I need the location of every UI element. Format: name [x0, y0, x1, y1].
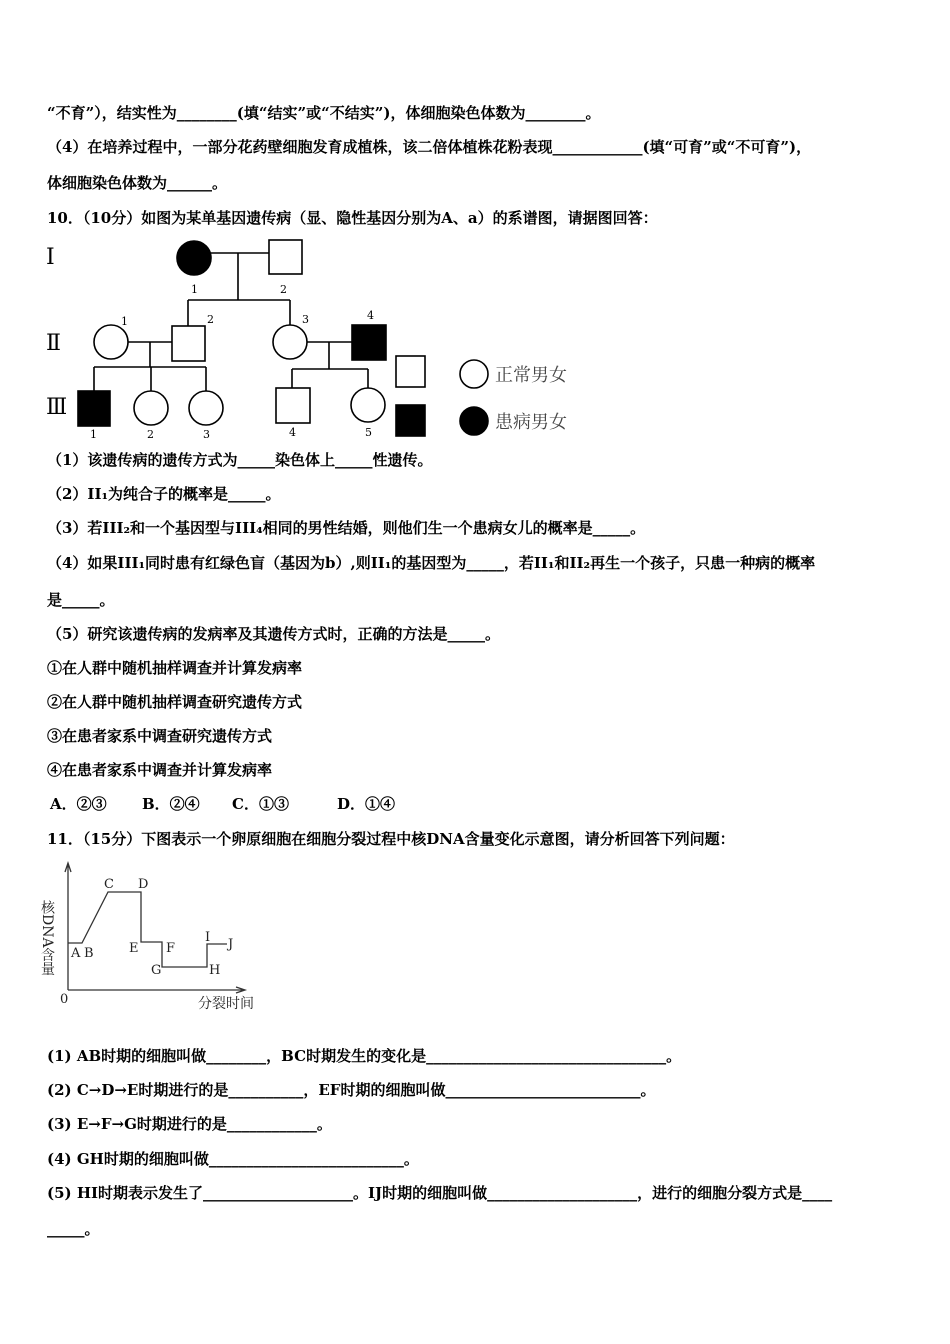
generation-labels — [46, 245, 67, 420]
q10-item-1: ①在人群中随机抽样调查并计算发病率 — [47, 659, 303, 677]
q9-line1: “不育”），结实性为________(填“结实”或“不结实”)，体细胞染色体数为________。 — [47, 104, 601, 122]
q10-item-3: ③在患者家系中调查研究遗传方式 — [47, 727, 273, 745]
label: 3 — [203, 428, 210, 440]
label: 4 — [289, 426, 296, 439]
III4-normal-male — [276, 388, 310, 423]
q10-item-4: ④在患者家系中调查并计算发病率 — [47, 761, 273, 779]
III2-normal-female — [134, 391, 168, 425]
legend-normal-female — [460, 360, 488, 388]
III3-normal-female — [189, 391, 223, 425]
legend — [396, 356, 567, 436]
label: 1 — [90, 428, 97, 440]
q9-sub4: （4）在培养过程中，一部分花药壁细胞发育成植株，该二倍体植株花粉表现____________(填“可育”或“不可育”)， — [47, 138, 812, 156]
gen-1-label: Ⅰ — [46, 245, 55, 270]
q10-option-c: C．①③ — [232, 795, 289, 813]
point-A: A — [71, 946, 81, 961]
label: 3 — [302, 313, 309, 326]
q10-sub4a: （4）如果III₁同时患有红绿色盲（基因为b）,则II₁的基因型为_____，若II₁和II₂再生一个孩子，只患一种病的概率 — [47, 554, 816, 572]
q10-option-b: B．②④ — [142, 795, 200, 813]
q10-option-a: A．②③ — [50, 795, 107, 813]
q10-option-d: D．①④ — [337, 795, 396, 813]
II1-normal-female — [94, 325, 128, 359]
II2-normal-male — [172, 326, 205, 361]
label: 1 — [191, 283, 198, 296]
q11-sub5b: _____。 — [47, 1220, 100, 1238]
legend-affected-female — [460, 407, 488, 435]
II4-affected-male — [352, 325, 386, 360]
legend-normal-male — [396, 356, 425, 387]
y-axis-label: 核DNA含量 — [39, 900, 55, 976]
label: 1 — [121, 315, 128, 328]
x-axis — [68, 987, 245, 993]
legend-affected-label: 患病男女 — [495, 412, 567, 433]
I2-normal-male — [269, 240, 302, 274]
label: 4 — [367, 309, 374, 322]
q9-line3: 体细胞染色体数为______。 — [47, 174, 228, 192]
legend-affected-male — [396, 405, 425, 436]
III1-affected-male — [78, 391, 110, 426]
q11-header: 11．（15分）下图表示一个卵原细胞在细胞分裂过程中核DNA含量变化示意图，请分析回答下列问题： — [47, 830, 735, 848]
x-axis-label: 分裂时间 — [198, 996, 254, 1012]
point-J: J — [228, 937, 234, 952]
q10-sub3: （3）若III₂和一个基因型与III₄相同的男性结婚，则他们生一个患病女儿的概率是_____。 — [47, 519, 646, 537]
q11-sub1: (1) AB时期的细胞叫做________，BC时期发生的变化是________________________________。 — [47, 1047, 682, 1065]
dna-content-chart — [0, 850, 300, 1020]
point-C: C — [104, 877, 114, 892]
pedigree-lines — [94, 253, 368, 391]
label: 5 — [365, 426, 372, 439]
q10-item-2: ②在人群中随机抽样调查研究遗传方式 — [47, 693, 303, 711]
point-I: I — [205, 930, 211, 945]
q10-sub2: （2）II₁为纯合子的概率是_____。 — [47, 485, 281, 503]
point-H: H — [209, 963, 221, 978]
pedigree-diagram — [0, 0, 950, 440]
II3-normal-female — [273, 325, 307, 359]
q11-sub3: (3) E→F→G时期进行的是____________。 — [47, 1115, 332, 1133]
q10-header: 10．（10分）如图为某单基因遗传病（显、隐性基因分别为A、a）的系谱图，请据图回答： — [47, 209, 658, 227]
origin-label: 0 — [60, 992, 69, 1007]
gen-2-label: Ⅱ — [46, 331, 61, 356]
point-D: D — [138, 877, 149, 892]
y-axis — [65, 863, 71, 990]
legend-normal-label: 正常男女 — [495, 365, 567, 386]
point-B: B — [84, 946, 94, 961]
q10-sub4b: 是_____。 — [47, 591, 115, 609]
q11-sub5a: (5) HI时期表示发生了____________________。IJ时期的细胞叫做____________________，进行的细胞分裂方式是____ — [47, 1184, 833, 1202]
gen-3-label: Ⅲ — [46, 395, 68, 420]
point-G: G — [151, 963, 162, 978]
III5-normal-female — [351, 388, 385, 422]
point-E: E — [129, 941, 139, 956]
label: 2 — [280, 283, 287, 296]
q11-sub2: (2) C→D→E时期进行的是__________，EF时期的细胞叫做__________________________。 — [47, 1081, 656, 1099]
individual-labels — [90, 283, 374, 440]
q11-sub4: (4) GH时期的细胞叫做__________________________。 — [47, 1150, 419, 1168]
point-F: F — [166, 941, 176, 956]
label: 2 — [207, 313, 214, 326]
q10-sub1: （1）该遗传病的遗传方式为_____染色体上_____性遗传。 — [47, 451, 433, 469]
I1-affected-female — [177, 241, 211, 275]
q10-sub5: （5）研究该遗传病的发病率及其遗传方式时，正确的方法是_____。 — [47, 625, 500, 643]
label: 2 — [147, 428, 154, 440]
